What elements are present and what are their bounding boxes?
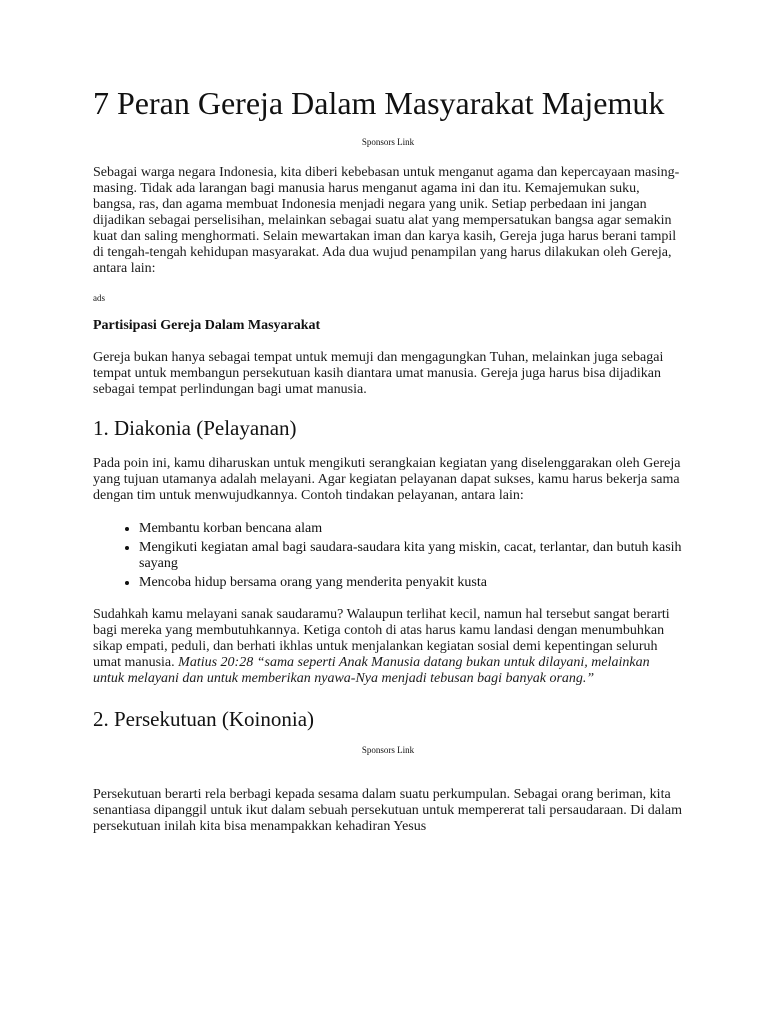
section1-heading: 1. Diakonia (Pelayanan) [93, 416, 297, 440]
bible-quote: Matius 20:28 “sama seperti Anak Manusia datang bukan untuk dilayani, melainkan untuk melayani dan untuk memberikan nyawa-Nya menjadi tebusan bagi banyak orang.” [93, 655, 650, 686]
list-item: • Mengikuti kegiatan amal bagi saudara-saudara kita yang miskin, cacat, terlantar, dan butuh kasih sayang [139, 539, 683, 572]
section2-paragraph: Persekutuan berarti rela berbagi kepada sesama dalam suatu perkumpulan. Sebagai orang beriman, kita senantiasa dipanggil untuk ikut dalam sebuah persekutuan untuk mempererat tali persaudaraan. Di dalam persekutuan inilah kita bisa menampakkan kehadiran Yesus [93, 787, 682, 834]
article-title: 7 Peran Gereja Dalam Masyarakat Majemuk [93, 85, 665, 121]
section1-closing-paragraph [93, 607, 683, 687]
participation-paragraph: Gereja bukan hanya sebagai tempat untuk memuji dan mengagungkan Tuhan, melainkan juga sebagai tempat untuk membangun persekutuan kasih diantara umat manusia. Gereja juga harus bisa dijadikan sebagai tempat perlindungan bagi umat manusia. [93, 350, 664, 397]
sponsors-link[interactable]: Sponsors Link [361, 137, 415, 147]
subheading: Partisipasi Gereja Dalam Masyarakat [93, 318, 321, 333]
list-item: • Mencoba hidup bersama orang yang menderita penyakit kusta [139, 574, 683, 591]
section2-heading: 2. Persekutuan (Koinonia) [93, 707, 315, 731]
sponsors-link-2[interactable]: Sponsors Link [361, 745, 415, 755]
intro-paragraph: Sebagai warga negara Indonesia, kita diberi kebebasan untuk menganut agama dan kepercayaan masing-masing. Tidak ada larangan bagi manusia harus menganut agama ini dan itu. Kemajemukan suku, bangsa, ras, dan agama membuat Indonesia menjadi negara yang unik. Setiap perbedaan ini jangan dijadikan sebagai perselisihan, melainkan sebagai suatu alat yang mempersatukan bangsa agar semakin kuat dan saling menghormati. Selain mewartakan iman dan karya kasih, Gereja juga harus berani tampil di tengah-tengah kehidupan masyarakat. Ada dua wujud penampilan yang harus dilakukan oleh Gereja, antara lain: [93, 165, 680, 276]
ads-label: ads [93, 293, 105, 303]
section1-list [93, 520, 683, 591]
list-item: • Membantu korban bencana alam [139, 520, 683, 537]
section1-paragraph: Pada poin ini, kamu diharuskan untuk mengikuti serangkaian kegiatan yang diselenggarakan oleh Gereja yang tujuan utamanya adalah melayani. Agar kegiatan pelayanan dapat sukses, kamu harus bekerja sama dengan tim untuk menwujudkannya. Contoh tindakan pelayanan, antara lain: [93, 456, 681, 503]
closing-text: Sudahkah kamu melayani sanak saudaramu? Walaupun terlihat kecil, namun hal tersebut sangat berarti bagi mereka yang membutuhkannya. Ketiga contoh di atas harus kamu landasi dengan menumbuhkan sikap empati, peduli, dan berhati ikhlas untuk menjalankan kegiatan sosial demi kepentingan seluruh umat manusia. [93, 607, 670, 670]
article [93, 86, 683, 835]
